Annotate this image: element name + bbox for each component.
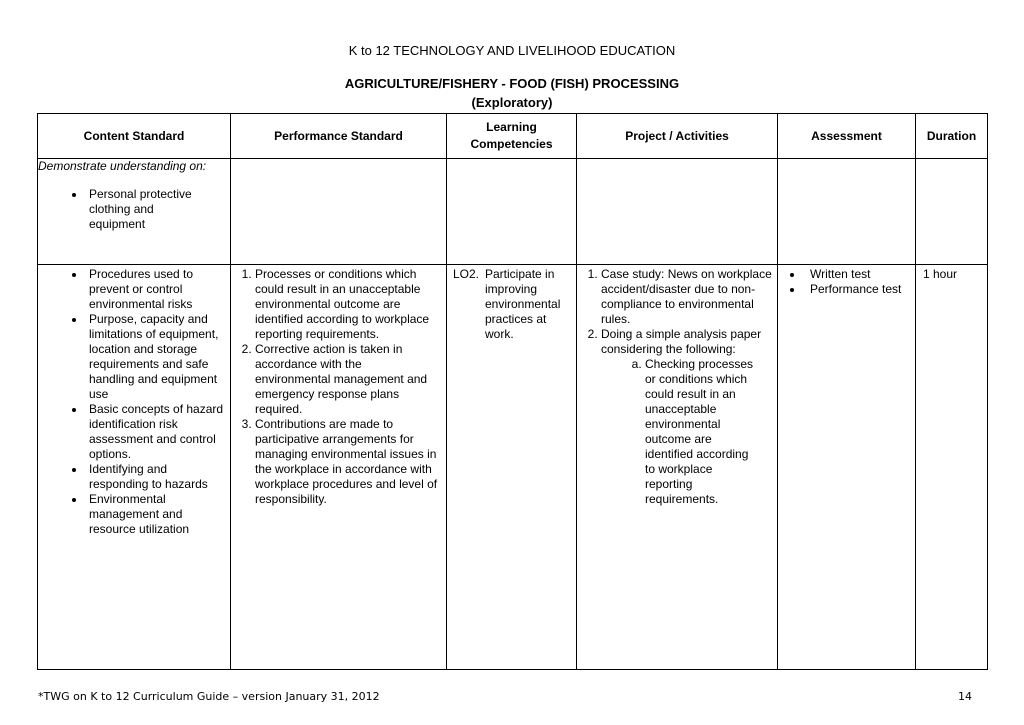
content-list <box>38 187 230 232</box>
list-item: • Performance test <box>804 282 915 297</box>
header-learning-competencies <box>447 114 577 159</box>
list-item <box>601 327 773 507</box>
learning-competencies-cell <box>447 265 577 670</box>
activities-sublist <box>601 357 773 507</box>
list-item: 3. Contributions are made to participative arrangements for managing environmental issues in the workplace in accordance with workplace procedures and level of responsibility. <box>255 417 440 507</box>
table-row <box>38 159 988 265</box>
performance-standard-cell <box>231 265 447 670</box>
assessment-cell <box>778 265 916 670</box>
document-subtitle-type: (Exploratory) <box>471 95 553 110</box>
list-item: • Identifying and responding to hazards <box>86 462 224 492</box>
header-duration: Duration <box>916 114 988 159</box>
learning-outcome <box>453 267 570 342</box>
header-content-standard: Content Standard <box>38 114 231 159</box>
header-learning-line2: Competencies <box>470 137 553 151</box>
content-list <box>38 267 230 537</box>
list-item: • Basic concepts of hazard identification risk assessment and control options. <box>86 402 224 462</box>
list-item: 2. Corrective action is taken in accordance with the environmental management and emergency response plans required. <box>255 342 440 417</box>
list-item: 1. Processes or conditions which could result in an unacceptable environmental outcome are identified according to workplace reporting requirements. <box>255 267 440 342</box>
header-learning-line1: Learning <box>486 120 537 134</box>
content-standard-cell <box>38 159 231 265</box>
content-standard-cell <box>38 265 231 670</box>
duration-cell: 1 hour <box>916 265 988 670</box>
header-performance-standard: Performance Standard <box>231 114 447 159</box>
footer-note: *TWG on K to 12 Curriculum Guide – version January 31, 2012 <box>38 690 380 703</box>
project-activities-cell <box>577 265 778 670</box>
list-item: • Environmental management and resource utilization <box>86 492 224 537</box>
list-item: • Personal protective clothing and equipment <box>86 187 208 232</box>
content-intro: Demonstrate understanding on: <box>38 159 207 173</box>
lo-text: Participate in improving environmental practices at work. <box>485 267 561 341</box>
list-item: 1. Case study: News on workplace accident/disaster due to non-compliance to environmental rules. <box>601 267 773 327</box>
table-header-row <box>38 114 988 159</box>
lo-code: LO2. <box>453 267 480 281</box>
header-project-activities: Project / Activities <box>577 114 778 159</box>
assessment-list <box>778 267 915 297</box>
list-item: • Purpose, capacity and limitations of equipment, location and storage requirements and safe handling and equipment use <box>86 312 224 402</box>
list-item: • Written test <box>804 267 915 282</box>
activity-text: Doing a simple analysis paper considering the following: <box>601 327 762 356</box>
performance-list <box>231 267 446 507</box>
header-assessment: Assessment <box>778 114 916 159</box>
table-row <box>38 265 988 670</box>
curriculum-table <box>37 113 988 670</box>
activities-list <box>577 267 777 507</box>
document-subtitle: AGRICULTURE/FISHERY - FOOD (FISH) PROCESSING <box>344 76 680 91</box>
list-item: • Procedures used to prevent or control environmental risks <box>86 267 224 312</box>
document-title: K to 12 TECHNOLOGY AND LIVELIHOOD EDUCATION <box>348 43 676 58</box>
list-item: a. Checking processes or conditions which could result in an unacceptable environmental outcome are identified according to workplace reporting requirements. <box>645 357 759 507</box>
page-number: 14 <box>958 690 972 703</box>
